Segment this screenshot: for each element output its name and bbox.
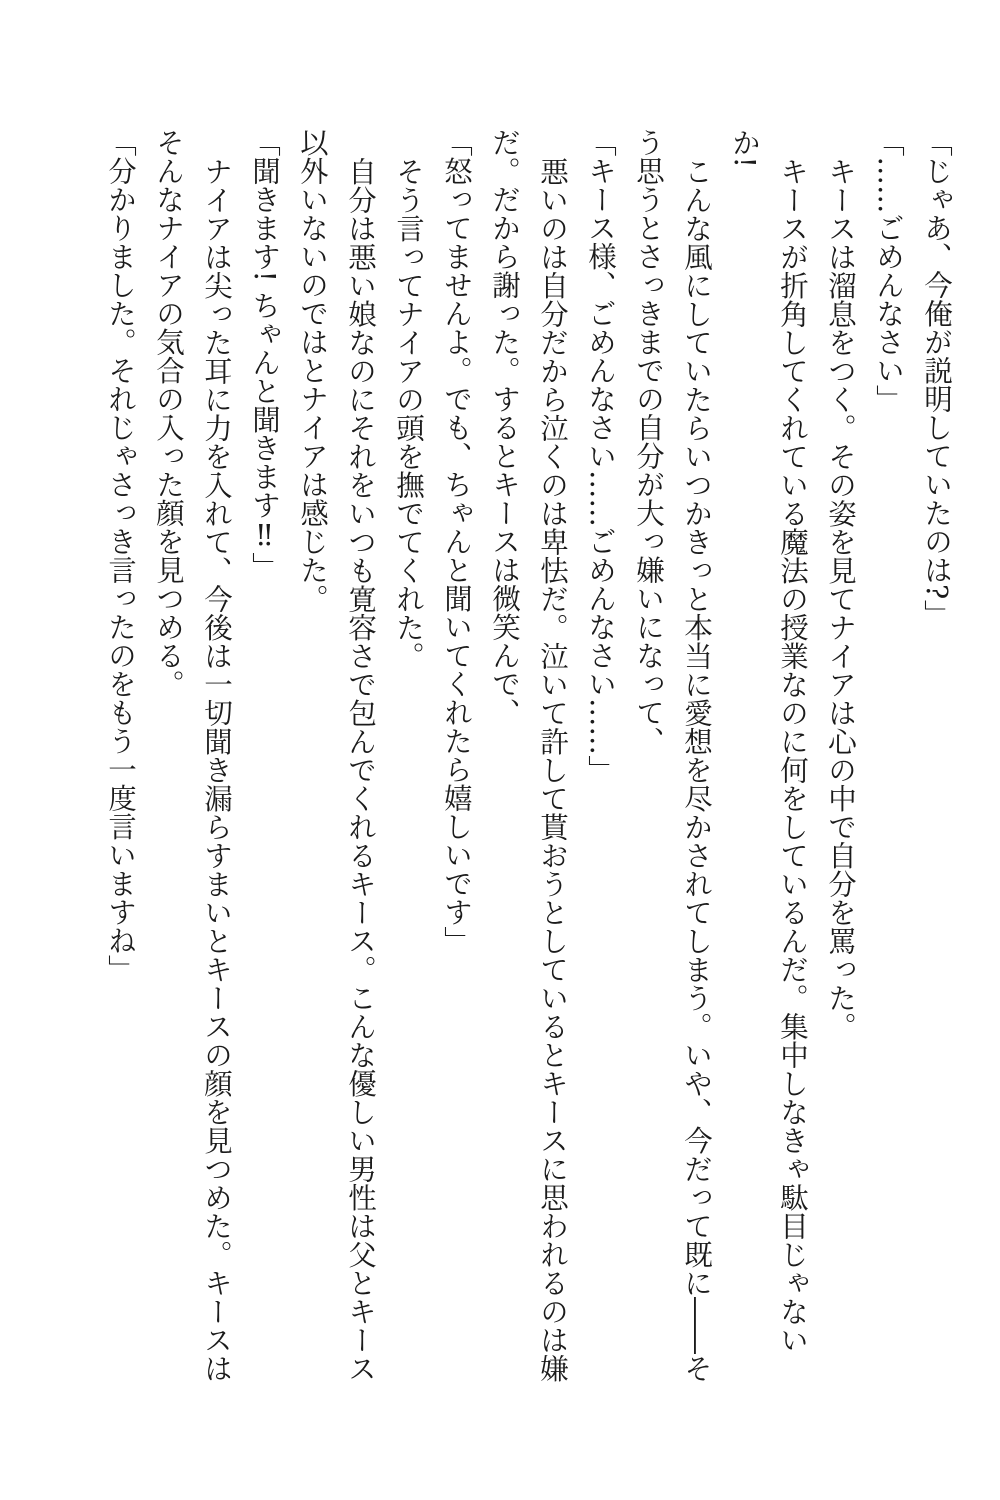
- paragraph: そう言ってナイアの頭を撫でてくれた。: [392, 156, 425, 670]
- paragraph: ナイアは尖った耳に力を入れて、今後は一切聞き漏らすまいとキースの顔を見つめた。キースはそんなナイアの気合の入った顔を見つめる。: [152, 128, 233, 1382]
- paragraph: 「じゃあ、今俺が説明していたのは?」: [920, 128, 953, 628]
- paragraph: 「……ごめんなさい」: [872, 128, 905, 413]
- paragraph: 自分は悪い娘なのにそれをいつも寛容さで包んでくれるキース。こんな優しい男性は父とキース以外いないのではとナイアは感じた。: [296, 128, 377, 1382]
- paragraph: 悪いのは自分だから泣くのは卑怯だ。泣いて許して貰おうとしているとキースに思われるのは嫌だ。だから謝った。するとキースは微笑んで、: [488, 128, 569, 1382]
- paragraph: 「怒ってませんよ。でも、ちゃんと聞いてくれたら嬉しいです」: [440, 128, 473, 955]
- paragraph: 「分かりました。それじゃさっき言ったのをもう一度言いますね」: [104, 128, 137, 983]
- paragraph: キースは溜息をつく。その姿を見てナイアは心の中で自分を罵った。: [824, 156, 857, 1040]
- paragraph: キースが折角してくれている魔法の授業なのに何をしているんだ。集中しなきゃ駄目じゃないか!: [728, 128, 809, 1354]
- novel-text-block: [96, 128, 960, 1386]
- paragraph: こんな風にしていたらいつかきっと本当に愛想を尽かされてしまう。いや、今だって既に――そう思うとさっきまでの自分が大っ嫌いになって、: [632, 128, 713, 1382]
- paragraph: 「キース様、ごめんなさい……ごめんなさい……」: [584, 128, 617, 784]
- paragraph: 「聞きます! ちゃんと聞きます‼」: [248, 128, 281, 581]
